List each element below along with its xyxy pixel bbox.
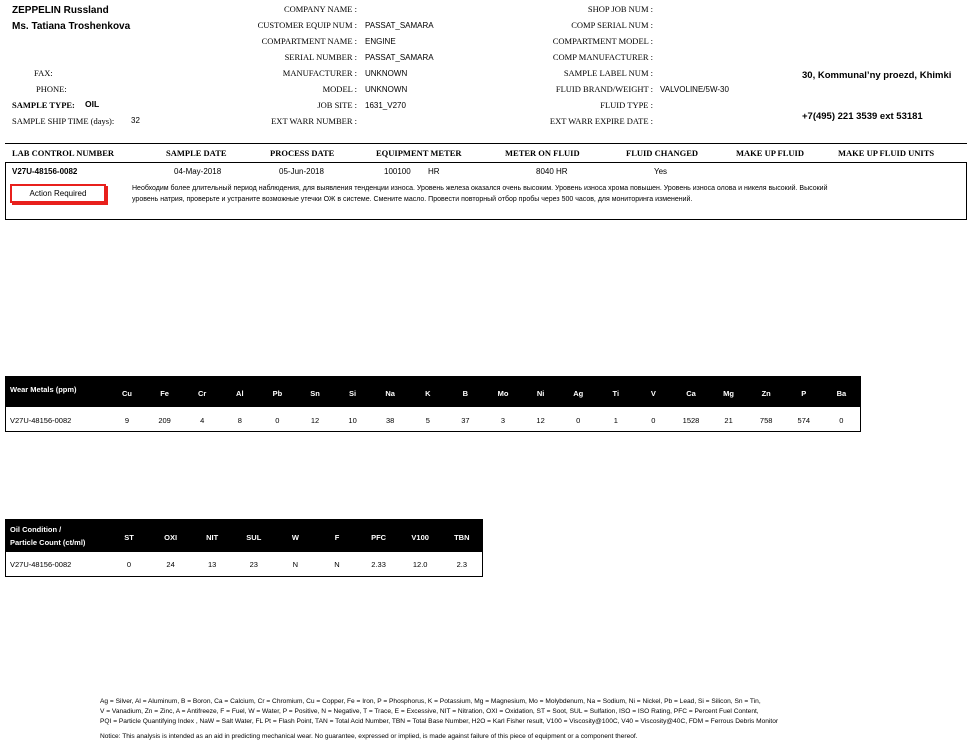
right-field-label: FLUID TYPE : — [600, 100, 653, 110]
ship-time-label-text: SAMPLE SHIP TIME — [12, 116, 89, 126]
wear-metals-col-sn: Sn — [310, 389, 320, 398]
oil-condition-value-pfc: 2.33 — [371, 560, 386, 569]
oil-condition-row — [6, 552, 482, 576]
oil-condition-value-v100: 12.0 — [412, 560, 428, 569]
wear-metals-header — [6, 377, 860, 407]
fax-label: FAX: — [34, 68, 53, 78]
col-make-up-fluid-units: MAKE UP FLUID UNITS — [838, 148, 935, 158]
col-fluid-changed: FLUID CHANGED — [626, 148, 699, 158]
wear-metals-value-ca: 1528 — [682, 416, 700, 425]
wear-metals-value-k: 5 — [425, 416, 430, 425]
wear-metals-value-na: 38 — [386, 416, 395, 425]
divider-top — [5, 143, 967, 144]
customer-phone: +7(495) 221 3539 ext 53181 — [802, 111, 923, 122]
mid-field-value: 1631_V270 — [365, 101, 406, 110]
company-name: ZEPPELIN Russland — [12, 5, 109, 16]
col-meter-on-fluid: METER ON FLUID — [505, 148, 580, 158]
mid-field-label: COMPANY NAME : — [283, 4, 357, 14]
mid-field-value: PASSAT_SAMARA — [365, 21, 434, 30]
mid-field-label: EXT WARR NUMBER : — [271, 116, 357, 126]
mid-field-label: COMPARTMENT NAME : — [261, 36, 357, 46]
action-required-button[interactable]: Action Required — [10, 184, 106, 203]
wear-metals-col-ba: Ba — [836, 389, 847, 398]
col-process-date: PROCESS DATE — [270, 148, 335, 158]
wear-metals-value-ti: 1 — [613, 416, 618, 425]
wear-metals-col-mg: Mg — [723, 389, 735, 398]
wear-metals-col-mo: Mo — [497, 389, 509, 398]
oil-condition-col-sul: SUL — [246, 533, 262, 542]
oil-condition-col-v100: V100 — [411, 533, 429, 542]
right-field-label: FLUID BRAND/WEIGHT : — [555, 84, 653, 94]
oil-condition-value-oxi: 24 — [166, 560, 175, 569]
oil-condition-col-st: ST — [124, 533, 134, 542]
oil-condition-col-nit: NIT — [206, 533, 219, 542]
comment-line-2: уровень натрия, проверьте и устраните возможные утечки ОЖ в системе. Смените масло. Провести повторный отбор пробы через 500 часов, для мониторинга изменений. — [132, 196, 693, 203]
legend-line-3: PQI = Particle Quantifying Index , NaW = Salt Water, FL Pt = Flash Point, TAN = Total Acid Number, TBN = Total Base Number, H2O = Karl Fisher result, V100 = Viscosity@100C, V40 = Viscosity@40C, FDM = Ferrous Debris Monitor — [100, 718, 779, 725]
wear-metals-col-si: Si — [349, 389, 357, 398]
col-equipment-meter: EQUIPMENT METER — [376, 148, 462, 158]
oil-condition-value-f: N — [334, 560, 340, 569]
oil-condition-title-2: Particle Count (ct/ml) — [10, 538, 86, 547]
right-field-label: COMP MANUFACTURER : — [552, 52, 653, 62]
wear-metals-value-zn: 758 — [759, 416, 773, 425]
wear-metals-value-b: 37 — [461, 416, 470, 425]
wear-metals-col-fe: Fe — [160, 389, 169, 398]
wear-metals-value-v: 0 — [651, 416, 656, 425]
wear-metals-row — [6, 407, 860, 431]
phone-label: PHONE: — [36, 84, 67, 94]
oil-condition-col-pfc: PFC — [371, 533, 387, 542]
oil-condition-value-tbn: 2.3 — [456, 560, 468, 569]
meter-on-fluid-value: 8040 HR — [536, 167, 568, 176]
right-field-label: COMPARTMENT MODEL : — [552, 36, 653, 46]
right-field-label: SHOP JOB NUM : — [587, 4, 653, 14]
wear-metals-col-b: B — [462, 389, 469, 398]
right-field-label: SAMPLE LABEL NUM : — [563, 68, 653, 78]
wear-metals-value-sn: 12 — [310, 416, 320, 425]
wear-metals-col-pb: Pb — [272, 389, 283, 398]
mid-field-value: ENGINE — [365, 37, 396, 46]
legend-line-2: V = Vanadium, Zn = Zinc, A = Antifreeze, F = Fuel, W = Water, P = Positive, N = Negative, T = Trace, E = Excessive, NIT = Nitration, OXI = Oxidation, ST = Soot, SUL = Sulfation, ISO = ISO Rating, PFC = Percent Fuel Content, — [100, 708, 759, 715]
right-field-label: COMP SERIAL NUM : — [571, 20, 653, 30]
oil-condition-value-st: 0 — [126, 560, 132, 569]
sample-type-value: OIL — [85, 99, 100, 109]
col-lab-control: LAB CONTROL NUMBER — [12, 148, 115, 158]
wear-metals-col-zn: Zn — [761, 389, 771, 398]
equipment-meter-value: 100100 — [384, 167, 411, 176]
mid-field-label: JOB SITE : — [317, 100, 357, 110]
wear-metals-value-cu: 9 — [124, 416, 130, 425]
oil-condition-value-w: N — [292, 560, 299, 569]
wear-metals-col-cu: Cu — [122, 389, 132, 398]
wear-metals-col-cr: Cr — [198, 389, 207, 398]
wear-metals-title: Wear Metals (ppm) — [10, 385, 77, 394]
right-field-label: EXT WARR EXPIRE DATE : — [549, 116, 653, 126]
mid-field-label: MANUFACTURER : — [282, 68, 357, 78]
legend-line-1: Ag = Silver, Al = Aluminum, B = Boron, Ca = Calcium, Cr = Chromium, Cu = Copper, Fe = Iron, P = Phosphorus, K = Potassium, Mg = Magnesium, Mo = Molybdenum, Na = Sodium, Ni = Nickel, Pb = Lead, Si = Silicon, Sn = Tin, — [100, 698, 761, 705]
mid-field-value: UNKNOWN — [365, 69, 408, 78]
contact-name: Ms. Tatiana Troshenkova — [12, 21, 131, 32]
mid-field-value: UNKNOWN — [365, 85, 408, 94]
oil-condition-col-w: W — [291, 533, 299, 542]
wear-metals-value-fe: 209 — [158, 416, 171, 425]
wear-metals-value-p: 574 — [797, 416, 811, 425]
oil-condition-col-oxi: OXI — [164, 533, 178, 542]
ship-time-unit: (days): — [90, 116, 115, 126]
fluid-changed-value: Yes — [654, 167, 668, 176]
oil-condition-col-f: F — [334, 533, 340, 542]
mid-field-value: PASSAT_SAMARA — [365, 53, 434, 62]
address: 30, Kommunal’ny proezd, Khimki — [802, 70, 952, 81]
comment-line-1: Необходим более длительный период наблюдения, для выявления тенденции износа. Уровень железа оказался очень высоким. Уровень износа хрома повышен. Уровень износа олова и никеля высокий. Высокий — [132, 185, 828, 192]
oil-condition-header — [6, 520, 482, 552]
ship-time-value: 32 — [131, 116, 140, 125]
mid-field-label: MODEL : — [322, 84, 357, 94]
wear-metals-col-al: Al — [236, 389, 244, 398]
wear-metals-col-na: Na — [385, 389, 395, 398]
wear-metals-value-pb: 0 — [275, 416, 280, 425]
wear-metals-sample-id: V27U-48156-0082 — [10, 416, 72, 425]
wear-metals-col-ti: Ti — [612, 389, 620, 398]
wear-metals-value-ni: 12 — [536, 416, 545, 425]
wear-metals-value-ba: 0 — [839, 416, 844, 425]
mid-field-label: SERIAL NUMBER : — [284, 52, 357, 62]
notice: Notice: This analysis is intended as an aid in predicting mechanical wear. No guarantee, expressed or implied, is made against failure of this piece of equipment or a component thereof. — [100, 733, 638, 740]
right-field-value: VALVOLINE/5W-30 — [660, 85, 729, 94]
wear-metals-col-p: P — [801, 389, 807, 398]
mid-field-label: CUSTOMER EQUIP NUM : — [257, 20, 357, 30]
oil-condition-table — [5, 519, 483, 577]
wear-metals-value-mo: 3 — [500, 416, 506, 425]
sample-type-label: SAMPLE TYPE: — [12, 100, 75, 110]
oil-condition-value-nit: 13 — [208, 560, 217, 569]
col-sample-date: SAMPLE DATE — [166, 148, 227, 158]
col-make-up-fluid: MAKE UP FLUID — [736, 148, 804, 158]
sample-date-value: 04-May-2018 — [174, 167, 222, 176]
oil-condition-sample-id: V27U-48156-0082 — [10, 560, 72, 569]
wear-metals-col-ni: Ni — [536, 389, 545, 398]
oil-condition-title-1: Oil Condition / — [10, 525, 62, 534]
wear-metals-value-mg: 21 — [724, 416, 733, 425]
wear-metals-value-si: 10 — [348, 416, 357, 425]
ship-time-label — [12, 116, 114, 126]
process-date-value: 05-Jun-2018 — [279, 167, 324, 176]
oil-condition-value-sul: 23 — [249, 560, 258, 569]
oil-condition-col-tbn: TBN — [454, 533, 470, 542]
wear-metals-value-cr: 4 — [200, 416, 205, 425]
wear-metals-col-ag: Ag — [573, 389, 584, 398]
wear-metals-col-k: K — [425, 389, 431, 398]
equipment-meter-unit: HR — [428, 167, 440, 176]
wear-metals-col-ca: Ca — [686, 389, 696, 398]
wear-metals-col-v: V — [650, 389, 656, 398]
lab-control-value: V27U-48156-0082 — [12, 167, 78, 176]
wear-metals-value-al: 8 — [237, 416, 242, 425]
wear-metals-table — [5, 376, 861, 432]
wear-metals-value-ag: 0 — [576, 416, 581, 425]
